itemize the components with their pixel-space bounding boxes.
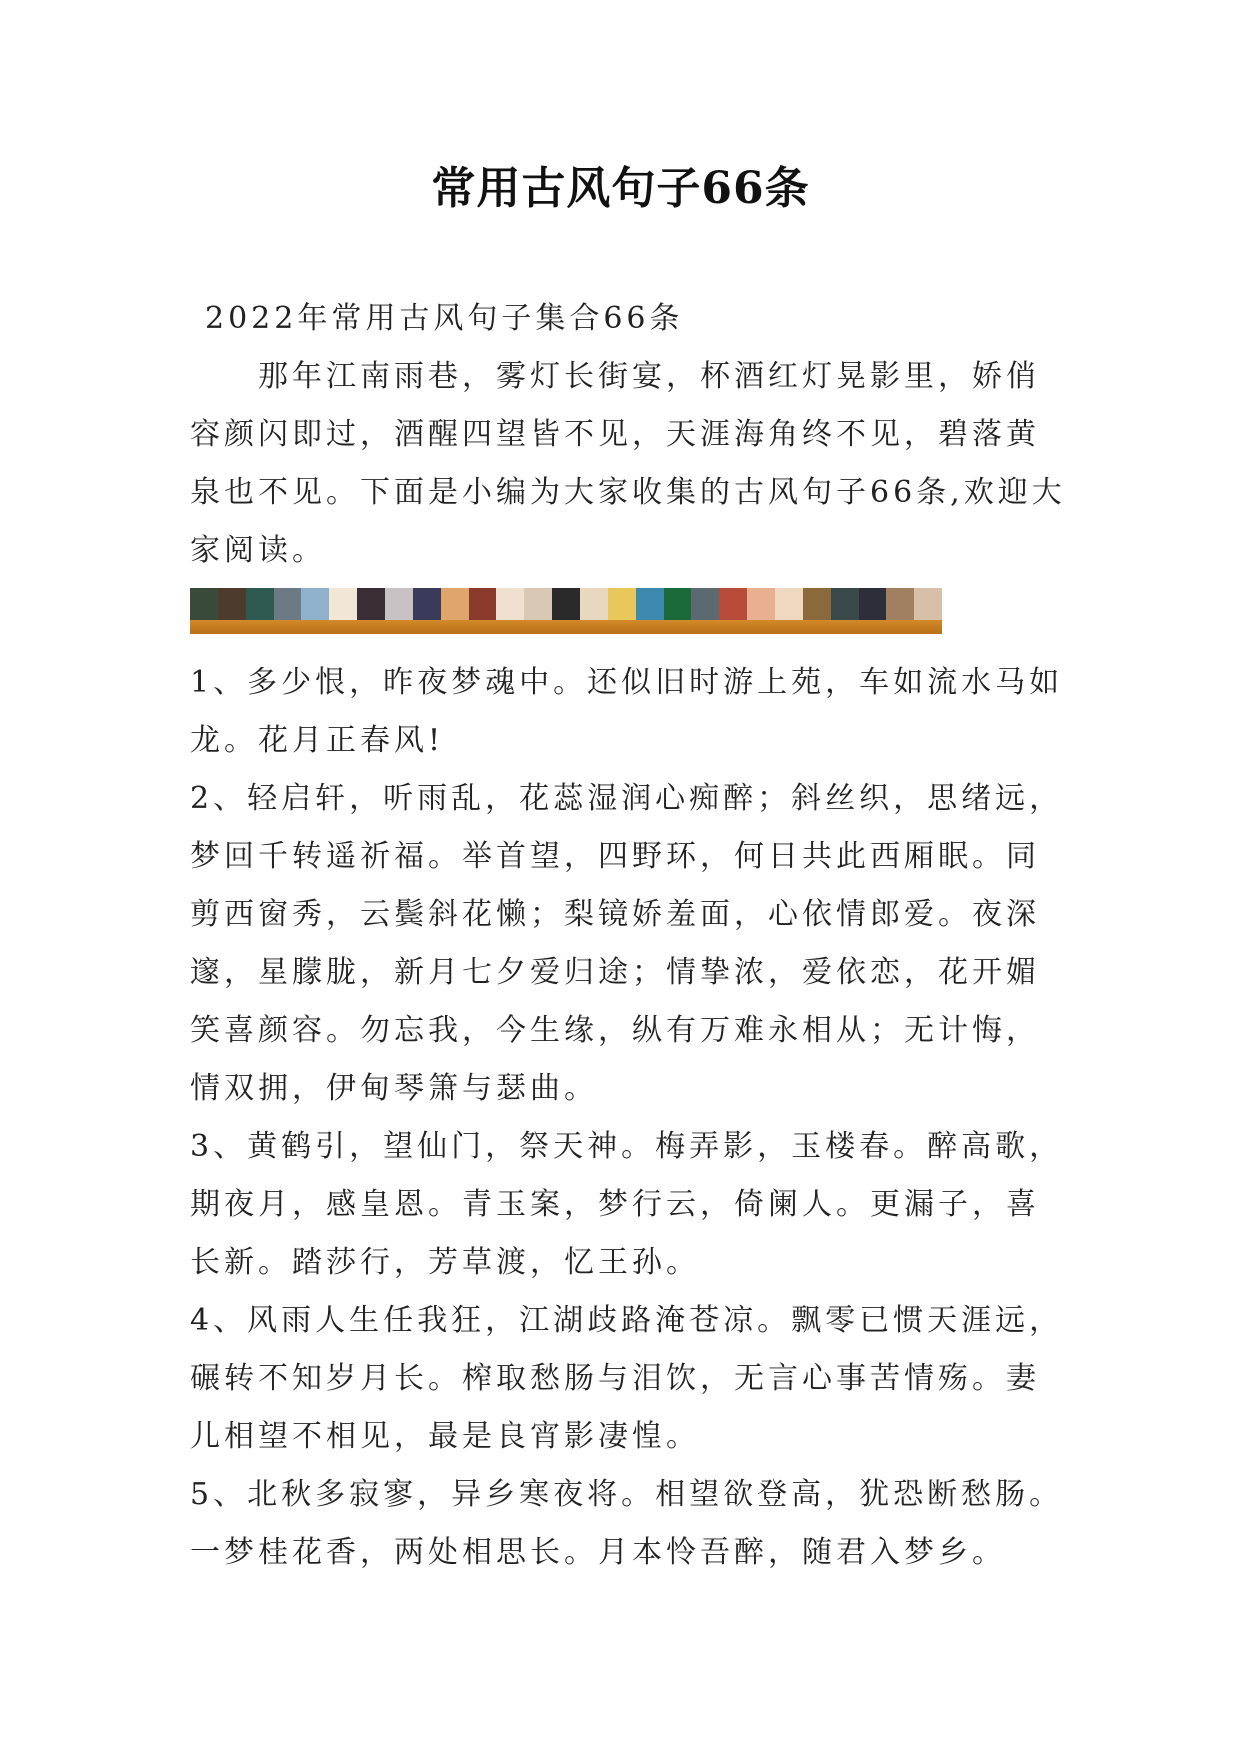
book-spine [886, 588, 914, 620]
book-spine [580, 588, 608, 620]
book-spine [469, 588, 497, 620]
list-item: 4、风雨人生任我狂，江湖歧路淹苍凉。飘零已惯天涯远，碾转不知岁月长。榨取愁肠与泪饮，无言心事苦情殇。妻儿相望不相见，最是良宵影凄惶。 [190, 1303, 1064, 1454]
book-spine [385, 588, 413, 620]
book-spine [859, 588, 887, 620]
book-spine [218, 588, 246, 620]
document-title: 常用古风句子66条 [431, 163, 810, 214]
book-spine [664, 588, 692, 620]
book-spine [301, 588, 329, 620]
bookshelf-banner-image [190, 588, 942, 634]
book-spine [691, 588, 719, 620]
book-spine [190, 588, 218, 620]
document-subtitle: 2022年常用古风句子集合66条 [205, 301, 684, 336]
book-spine [775, 588, 803, 620]
bookshelf-books [190, 588, 942, 620]
book-spine [413, 588, 441, 620]
book-spine [914, 588, 942, 620]
book-spine [496, 588, 524, 620]
document-body [190, 290, 1070, 1582]
book-spine [246, 588, 274, 620]
book-spine [441, 588, 469, 620]
book-spine [747, 588, 775, 620]
book-spine [608, 588, 636, 620]
book-spine [831, 588, 859, 620]
list-item: 5、北秋多寂寥，异乡寒夜将。相望欲登高，犹恐断愁肠。一梦桂花香，两处相思长。月本怜吾醉，随君入梦乡。 [190, 1477, 1064, 1570]
book-spine [274, 588, 302, 620]
book-spine [524, 588, 552, 620]
intro-paragraph: 那年江南雨巷，雾灯长街宴，杯酒红灯晃影里，娇俏容颜闪即过，酒醒四望皆不见，天涯海角终不见，碧落黄泉也不见。下面是小编为大家收集的古风句子66条,欢迎大家阅读。 [190, 359, 1066, 568]
book-spine [329, 588, 357, 620]
list-item: 2、轻启轩，听雨乱，花蕊湿润心痴醉；斜丝织，思绪远，梦回千转遥祈福。举首望，四野环，何日共此西厢眠。同剪西窗秀，云鬓斜花懒；梨镜娇羞面，心依情郎爱。夜深邃，星朦胧，新月七夕爱归途；情挚浓，爱依恋，花开媚笑喜颜容。勿忘我，今生缘，纵有万难永相从；无计悔，情双拥，伊甸琴箫与瑟曲。 [190, 781, 1064, 1106]
bookshelf-shelf [190, 620, 942, 634]
book-spine [357, 588, 385, 620]
book-spine [552, 588, 580, 620]
list-item: 3、黄鹤引，望仙门，祭天神。梅弄影，玉楼春。醉高歌，期夜月，感皇恩。青玉案，梦行云，倚阑人。更漏子，喜长新。踏莎行，芳草渡，忆王孙。 [190, 1129, 1064, 1280]
book-spine [719, 588, 747, 620]
book-spine [636, 588, 664, 620]
book-spine [803, 588, 831, 620]
list-item: 1、多少恨，昨夜梦魂中。还似旧时游上苑，车如流水马如龙。花月正春风! [190, 665, 1064, 758]
